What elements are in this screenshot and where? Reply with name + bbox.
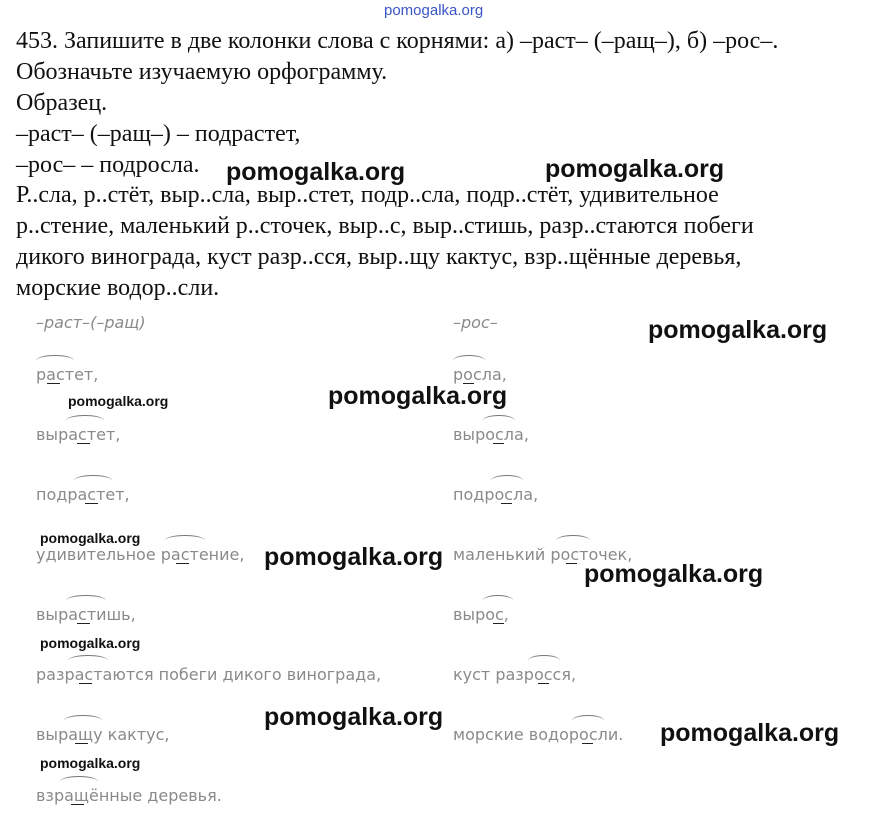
- watermark: pomogalka.org: [40, 530, 141, 546]
- root-arc: [572, 715, 604, 726]
- exercise-line-1: Р..сла, р..стёт, выр..сла, выр..стет, подр..сла, подр..стёт, удивительное: [16, 182, 719, 208]
- orthogram-underline: [75, 743, 88, 744]
- answer-rosla: росла,: [453, 365, 507, 384]
- answer-vzraschennye: взращённые деревья.: [36, 786, 222, 805]
- root-arc: [528, 655, 560, 666]
- orthogram-underline: [77, 623, 90, 624]
- root-arc: [453, 355, 485, 366]
- orthogram-underline: [501, 503, 512, 504]
- answer-vodorosli: морские водоросли.: [453, 725, 624, 744]
- orthogram-underline: [582, 743, 593, 744]
- root-arc: [556, 535, 590, 546]
- orthogram-underline: [85, 503, 98, 504]
- root-arc: [165, 535, 205, 546]
- orthogram-underline: [79, 683, 92, 684]
- sample-line-1: –раст– (–ращ–) – подрастет,: [16, 121, 301, 147]
- answer-podrosla: подросла,: [453, 485, 539, 504]
- answer-rastenie: удивительное растение,: [36, 545, 245, 564]
- column-header-rast: –раст–(–ращ): [36, 313, 146, 332]
- sample-line-2: –рос– – подросла.: [16, 152, 200, 178]
- root-arc: [491, 475, 523, 486]
- orthogram-underline: [493, 623, 504, 624]
- site-link[interactable]: pomogalka.org: [384, 2, 484, 19]
- watermark: pomogalka.org: [545, 155, 725, 183]
- exercise-line-4: морские водор..сли.: [16, 275, 220, 301]
- watermark: pomogalka.org: [264, 703, 444, 731]
- answer-rostochek: маленький росточек,: [453, 545, 633, 564]
- watermark: pomogalka.org: [68, 393, 169, 409]
- root-arc: [483, 415, 515, 426]
- watermark: pomogalka.org: [584, 560, 764, 588]
- task-line-2: Обозначьте изучаемую орфограмму.: [16, 59, 388, 85]
- watermark: pomogalka.org: [648, 316, 828, 344]
- exercise-line-2: р..стение, маленький р..сточек, выр..с, выр..стишь, разр..стаются побеги: [16, 213, 754, 239]
- root-arc: [64, 715, 102, 726]
- answer-rastet: растет,: [36, 365, 99, 384]
- answer-vyrosla: выросла,: [453, 425, 529, 444]
- root-arc: [36, 355, 74, 366]
- root-arc: [68, 655, 108, 666]
- root-arc: [66, 595, 106, 606]
- watermark: pomogalka.org: [660, 719, 840, 747]
- answer-razrossya: куст разросся,: [453, 665, 577, 684]
- root-arc: [483, 595, 513, 606]
- answer-vyrastet: вырастет,: [36, 425, 121, 444]
- watermark: pomogalka.org: [226, 158, 406, 186]
- root-arc: [66, 415, 104, 426]
- watermark: pomogalka.org: [40, 755, 141, 771]
- task-line-1: 453. Запишите в две колонки слова с корнями: а) –раст– (–ращ–), б) –рос–.: [16, 28, 779, 54]
- column-header-ros: –рос–: [453, 313, 498, 332]
- answer-podrastet: подрастет,: [36, 485, 130, 504]
- watermark: pomogalka.org: [264, 543, 444, 571]
- orthogram-underline: [47, 383, 60, 384]
- exercise-line-3: дикого винограда, куст разр..сся, выр..щу кактус, взр..щённые деревья,: [16, 244, 742, 270]
- root-arc: [74, 475, 112, 486]
- answer-razrastayutsya: разрастаются побеги дикого винограда,: [36, 665, 382, 684]
- root-arc: [60, 776, 98, 787]
- orthogram-underline: [71, 804, 84, 805]
- orthogram-underline: [176, 563, 189, 564]
- orthogram-underline: [538, 683, 549, 684]
- sample-label: Образец.: [16, 90, 108, 116]
- orthogram-underline: [77, 443, 90, 444]
- answer-vyrastish: вырастишь,: [36, 605, 136, 624]
- orthogram-underline: [493, 443, 504, 444]
- answer-vyros: вырос,: [453, 605, 509, 624]
- answer-vyraschu: выращу кактус,: [36, 725, 170, 744]
- watermark: pomogalka.org: [328, 382, 508, 410]
- watermark: pomogalka.org: [40, 635, 141, 651]
- orthogram-underline: [566, 563, 577, 564]
